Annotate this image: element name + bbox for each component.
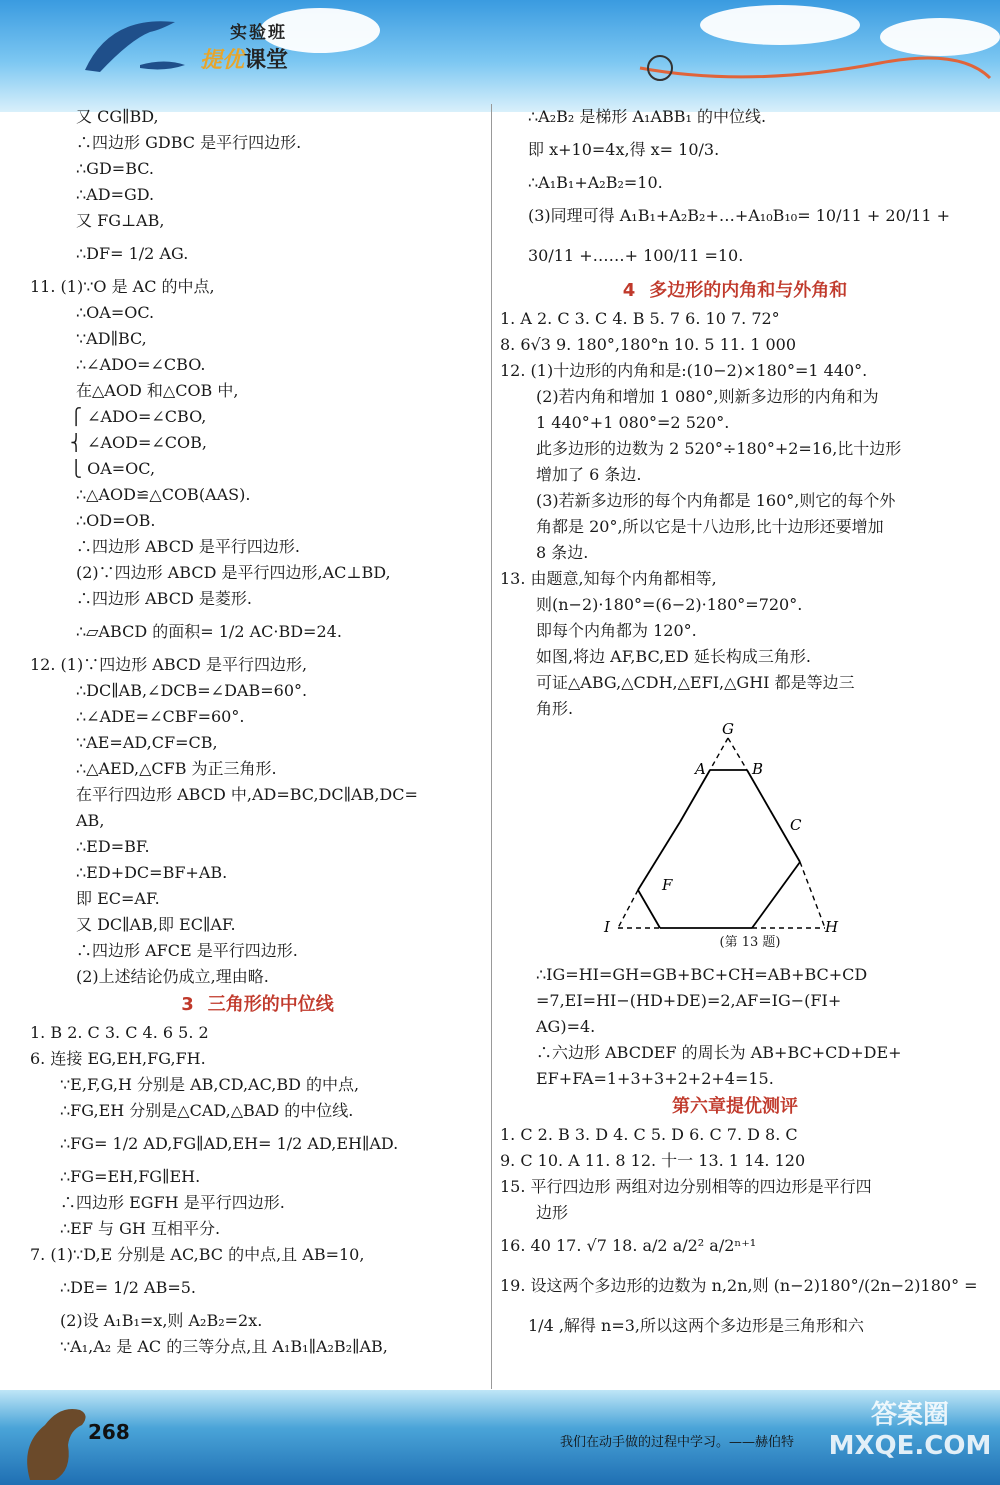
answer-line: AG)=4. xyxy=(536,1017,596,1036)
answer-line: EF+FA=1+3+3+2+2+4=15. xyxy=(536,1069,774,1088)
answer-line: ∴四边形 ABCD 是平行四边形. xyxy=(76,537,300,556)
answer-line: ∴IG=HI=GH=GB+BC+CH=AB+BC+CD xyxy=(536,965,868,984)
answer-line: 边形 xyxy=(536,1203,569,1222)
brand-logo xyxy=(200,18,288,74)
answer-line: (2)设 A₁B₁=x,则 A₂B₂=2x. xyxy=(60,1311,263,1330)
answer-line: ∴OA=OC. xyxy=(76,303,155,322)
answer-line: ∴四边形 AFCE 是平行四边形. xyxy=(76,941,298,960)
answer-line: AB, xyxy=(76,811,105,830)
footer-quote: 我们在动手做的过程中学习。——赫伯特 xyxy=(560,1435,795,1450)
answer-line: ∵AD∥BC, xyxy=(76,329,147,348)
figure-problem-13 xyxy=(500,722,970,932)
answer-line: 在平行四边形 ABCD 中,AD=BC,DC∥AB,DC= xyxy=(76,785,418,804)
answer-line: 如图,将边 AF,BC,ED 延长构成三角形. xyxy=(536,647,811,666)
figure-label-b: B xyxy=(752,760,764,778)
answer-line: ∴FG,EH 分别是△CAD,△BAD 的中位线. xyxy=(60,1101,354,1120)
answer-line: ∴△AOD≌△COB(AAS). xyxy=(76,485,251,504)
answer-line: ∴∠ADE=∠CBF=60°. xyxy=(76,707,245,726)
answer-line: 即每个内角都为 120°. xyxy=(536,621,697,640)
answer-line: (2)若内角和增加 1 080°,则新多边形的内角和为 xyxy=(536,387,879,406)
answer-line: ∴ED=BF. xyxy=(76,837,150,856)
section-number: 4 xyxy=(622,280,636,301)
column-divider xyxy=(491,104,492,1389)
answer-line: 1 440°+1 080°=2 520°. xyxy=(536,413,730,432)
answer-line: 1. C 2. B 3. D 4. C 5. D 6. C 7. D 8. C xyxy=(500,1125,798,1144)
dolphin-icon xyxy=(80,10,190,80)
answer-line: ∴EF 与 GH 互相平分. xyxy=(60,1219,221,1238)
answer-line: 角都是 20°,所以它是十八边形,比十边形还要增加 xyxy=(536,517,884,536)
answer-line: ∴△AED,△CFB 为正三角形. xyxy=(76,759,277,778)
answer-line: (3)同理可得 A₁B₁+A₂B₂+…+A₁₀B₁₀= 10/11 + 20/11 + xyxy=(528,206,951,225)
page-header-banner xyxy=(0,0,1000,112)
answer-line: 11. (1)∵O 是 AC 的中点, xyxy=(30,277,215,296)
figure-label-h: H xyxy=(825,918,839,932)
answer-line: 又 DC∥AB,即 EC∥AF. xyxy=(76,915,236,934)
answer-line: 可证△ABG,△CDH,△EFI,△GHI 都是等边三 xyxy=(536,673,855,692)
brand-highlight-text: 提优 xyxy=(200,48,245,73)
answer-line: ⎧ ∠ADO=∠CBO, xyxy=(70,407,207,426)
answer-line: 在△AOD 和△COB 中, xyxy=(76,381,239,400)
answer-line: =7,EI=HI−(HD+DE)=2,AF=IG−(FI+ xyxy=(536,991,842,1010)
section-title: 多边形的内角和与外角和 xyxy=(649,280,848,301)
right-column-top xyxy=(500,104,970,722)
answer-line: 13. 由题意,知每个内角都相等, xyxy=(500,569,717,588)
answer-line: 1. B 2. C 3. C 4. 6 5. 2 xyxy=(30,1023,209,1042)
answer-line: 7. (1)∵D,E 分别是 AC,BC 的中点,且 AB=10, xyxy=(30,1245,365,1264)
section-heading xyxy=(500,1092,970,1122)
answer-line: 增加了 6 条边. xyxy=(536,465,642,484)
answer-line: (2)∵四边形 ABCD 是平行四边形,AC⊥BD, xyxy=(76,563,391,582)
answer-line: ∴OD=OB. xyxy=(76,511,156,530)
page-number: 268 xyxy=(88,1420,130,1444)
answer-line: 1. A 2. C 3. C 4. B 5. 7 6. 10 7. 72° xyxy=(500,309,780,328)
answer-line: 即 EC=AF. xyxy=(76,889,160,908)
answer-line: 8. 6√3 9. 180°,180°n 10. 5 11. 1 000 xyxy=(500,335,797,354)
figure-caption: (第 13 题) xyxy=(719,935,781,950)
answer-line: ∴ED+DC=BF+AB. xyxy=(76,863,228,882)
answer-line: 16. 40 17. √7 18. a/2 a/2² a/2ⁿ⁺¹ xyxy=(500,1236,757,1255)
answer-line: 即 x+10=4x,得 x= 10/3. xyxy=(528,140,720,159)
answer-line: ∴GD=BC. xyxy=(76,159,155,178)
answer-line: (3)若新多边形的每个内角都是 160°,则它的每个外 xyxy=(536,491,896,510)
answer-line: ∴AD=GD. xyxy=(76,185,155,204)
figure-label-i: I xyxy=(604,918,610,932)
figure-label-a: A xyxy=(695,760,706,778)
answer-line: ∴A₁B₁+A₂B₂=10. xyxy=(528,173,663,192)
answer-line: ∵AE=AD,CF=CB, xyxy=(76,733,218,752)
answer-line: ∴∠ADO=∠CBO. xyxy=(76,355,206,374)
brand-main-text: 课堂 xyxy=(244,48,289,73)
answer-line: 8 条边. xyxy=(536,543,589,562)
answer-line: ∴四边形 EGFH 是平行四边形. xyxy=(60,1193,285,1212)
answer-line: 又 CG∥BD, xyxy=(76,107,159,126)
answer-line: ∴DF= 1/2 AG. xyxy=(76,244,189,263)
answer-line: 19. 设这两个多边形的边数为 n,2n,则 (n−2)180°/(2n−2)180° = xyxy=(500,1276,978,1295)
answer-line: (2)上述结论仍成立,理由略. xyxy=(76,967,269,986)
anchor-icon xyxy=(630,38,1000,98)
answer-line: 则(n−2)·180°=(6−2)·180°=720°. xyxy=(536,595,803,614)
answer-line: 此多边形的边数为 2 520°÷180°+2=16,比十边形 xyxy=(536,439,902,458)
answer-line: ∴▱ABCD 的面积= 1/2 AC·BD=24. xyxy=(76,622,342,641)
left-column xyxy=(30,104,485,1360)
answer-line: ∴四边形 GDBC 是平行四边形. xyxy=(76,133,302,152)
answer-line: ∴A₂B₂ 是梯形 A₁ABB₁ 的中位线. xyxy=(528,107,767,126)
answer-line: 30/11 +……+ 100/11 =10. xyxy=(528,246,744,265)
answer-line: ∴六边形 ABCDEF 的周长为 AB+BC+CD+DE+ xyxy=(536,1043,902,1062)
right-column-bottom xyxy=(500,962,978,1346)
answer-line: 9. C 10. A 11. 8 12. 十一 13. 1 14. 120 xyxy=(500,1151,806,1170)
answer-line: ∵A₁,A₂ 是 AC 的三等分点,且 A₁B₁∥A₂B₂∥AB, xyxy=(60,1337,388,1356)
answer-line: ⎨ ∠AOD=∠COB, xyxy=(70,433,208,452)
answer-line: 12. (1)十边形的内角和是:(10−2)×180°=1 440°. xyxy=(500,361,868,380)
hexagon-diagram xyxy=(500,722,970,932)
seal-icon xyxy=(10,1390,100,1485)
answer-line: 12. (1)∵四边形 ABCD 是平行四边形, xyxy=(30,655,308,674)
answer-line: 6. 连接 EG,EH,FG,FH. xyxy=(30,1049,206,1068)
section-title: 第六章提优测评 xyxy=(672,1096,798,1117)
section-number: 3 xyxy=(181,994,194,1015)
answer-line: ∴四边形 ABCD 是菱形. xyxy=(76,589,252,608)
section-heading xyxy=(30,990,485,1020)
answer-line: ∴DE= 1/2 AB=5. xyxy=(60,1278,196,1297)
answer-line: ∴FG=EH,FG∥EH. xyxy=(60,1167,201,1186)
section-heading xyxy=(500,276,970,306)
figure-label-g: G xyxy=(722,722,734,738)
figure-label-f: F xyxy=(662,876,673,894)
brand-top-text: 实验班 xyxy=(230,23,287,43)
figure-label-c: C xyxy=(790,816,802,834)
section-title: 三角形的中位线 xyxy=(207,994,334,1015)
answer-line: 角形. xyxy=(536,699,574,718)
answer-line: ∴DC∥AB,∠DCB=∠DAB=60°. xyxy=(76,681,308,700)
answer-line: ⎩ OA=OC, xyxy=(70,459,156,478)
answer-line: 15. 平行四边形 两组对边分别相等的四边形是平行四 xyxy=(500,1177,872,1196)
answer-line: ∵E,F,G,H 分别是 AB,CD,AC,BD 的中点, xyxy=(60,1075,360,1094)
watermark-text: 答案圈 MXQE.COM xyxy=(828,1400,992,1462)
right-column xyxy=(500,104,978,1346)
answer-line: ∴FG= 1/2 AD,FG∥AD,EH= 1/2 AD,EH∥AD. xyxy=(60,1134,399,1153)
answer-line: 1/4 ,解得 n=3,所以这两个多边形是三角形和六 xyxy=(528,1316,864,1335)
answer-line: 又 FG⊥AB, xyxy=(76,211,165,230)
